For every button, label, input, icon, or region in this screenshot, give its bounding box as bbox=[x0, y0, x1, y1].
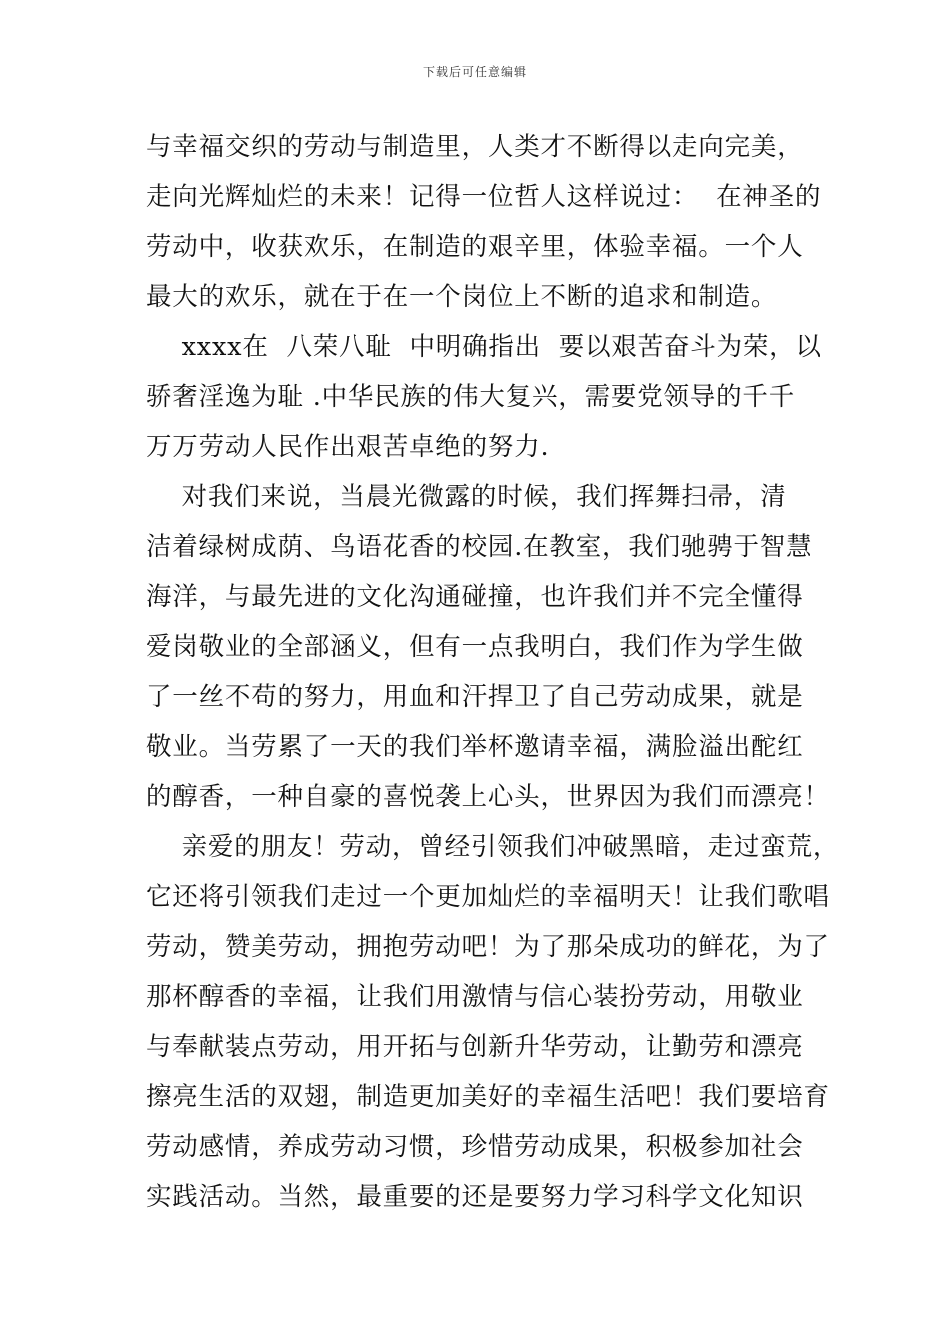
text-line: 劳动感情，养成劳动习惯，珍惜劳动成果，积极参加社会 bbox=[146, 1132, 804, 1162]
text-line: 走向光辉灿烂的未来！记得一位哲人这样说过： 在神圣的 bbox=[146, 182, 822, 212]
text-line: 亲爱的朋友！劳动，曾经引领我们冲破黑暗，走过蛮荒， bbox=[146, 832, 840, 862]
text-line: 的醇香，一种自豪的喜悦袭上心头，世界因为我们而漂亮！ bbox=[146, 782, 830, 812]
text-line: 对我们来说，当晨光微露的时候，我们挥舞扫帚，清 bbox=[146, 482, 787, 512]
text-line: 爱岗敬业的全部涵义，但有一点我明白，我们作为学生做 bbox=[146, 632, 804, 662]
document-body bbox=[146, 122, 840, 1222]
text-line: 敬业。当劳累了一天的我们举杯邀请幸福，满脸溢出酡红 bbox=[146, 732, 804, 762]
text-line: 海洋，与最先进的文化沟通碰撞，也许我们并不完全懂得 bbox=[146, 582, 804, 612]
text-line: 洁着绿树成荫、鸟语花香的校园.在教室，我们驰骋于智慧 bbox=[146, 532, 813, 562]
text-line: 与奉献装点劳动，用开拓与创新升华劳动，让勤劳和漂亮 bbox=[146, 1032, 804, 1062]
text-line: 最大的欢乐，就在于在一个岗位上不断的追求和制造。 bbox=[146, 282, 778, 312]
text-line: 了一丝不苟的努力，用血和汗捍卫了自己劳动成果，就是 bbox=[146, 682, 804, 712]
page-header: 下载后可任意编辑 bbox=[422, 65, 527, 79]
text-line: 与幸福交织的劳动与制造里，人类才不断得以走向完美， bbox=[146, 132, 804, 162]
text-line: xxxx在 八荣八耻 中明确指出 要以艰苦奋斗为荣，以 bbox=[146, 332, 822, 362]
text-line: 擦亮生活的双翅，制造更加美好的幸福生活吧！我们要培育 bbox=[146, 1082, 830, 1112]
text-line: 它还将引领我们走过一个更加灿烂的幸福明天！让我们歌唱 bbox=[146, 882, 830, 912]
text-line: 实践活动。当然，最重要的还是要努力学习科学文化知识 bbox=[146, 1182, 804, 1212]
text-line: 劳动，赞美劳动，拥抱劳动吧！为了那朵成功的鲜花，为了 bbox=[146, 932, 830, 962]
text-line: 万万劳动人民作出艰苦卓绝的努力. bbox=[146, 432, 550, 462]
text-line: 那杯醇香的幸福，让我们用激情与信心装扮劳动，用敬业 bbox=[146, 982, 804, 1012]
text-line: 劳动中，收获欢乐，在制造的艰辛里，体验幸福。一个人 bbox=[146, 232, 804, 262]
text-line: 骄奢淫逸为耻 .中华民族的伟大复兴，需要党领导的千千 bbox=[146, 382, 796, 412]
